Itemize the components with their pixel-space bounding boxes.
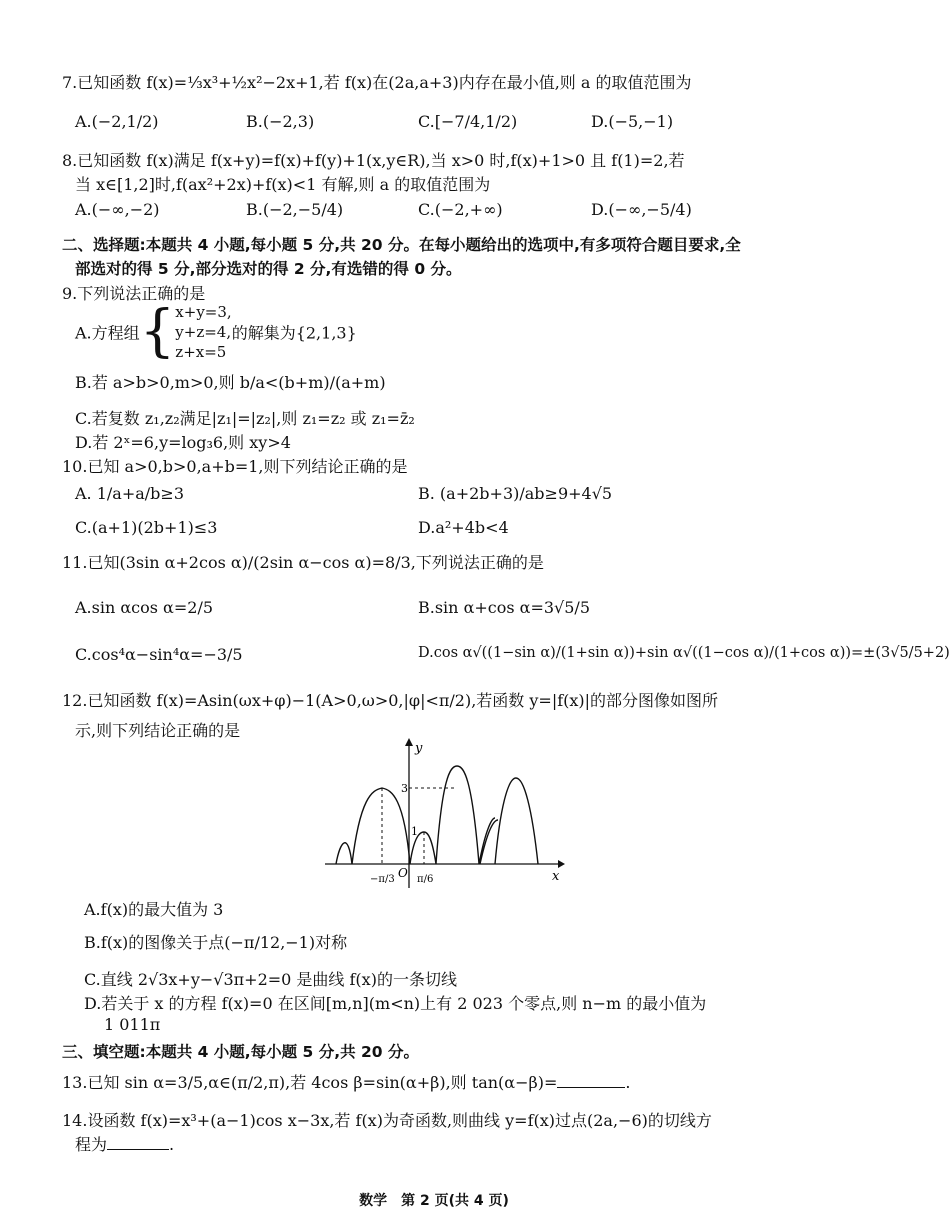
x-axis-label: x [552,869,560,884]
q12-option-b: B.f(x)的图像关于点(−π/12,−1)对称 [84,933,348,952]
origin-label: O [398,866,408,880]
q14-stem-line2 [75,1132,174,1155]
q8-option-a: A.(−∞,−2) [75,200,160,219]
equation-1: x+y=3, [175,303,232,321]
q8-option-b: B.(−2,−5/4) [246,200,344,219]
q7-option-c: C.[−7/4,1/2) [418,112,518,131]
q12-stem-line2: 示,则下列结论正确的是 [75,721,241,740]
equation-2: y+z=4, [175,323,232,341]
q14-answer-blank[interactable] [107,1135,169,1150]
q9-option-b: B.若 a>b>0,m>0,则 b/a<(b+m)/(a+m) [75,373,386,392]
section-3-heading: 三、填空题:本题共 4 小题,每小题 5 分,共 20 分。 [62,1043,419,1061]
q10-stem: 10.已知 a>0,b>0,a+b=1,则下列结论正确的是 [62,457,408,476]
equation-system [175,302,231,362]
q8-option-d: D.(−∞,−5/4) [591,200,692,219]
q14-period: . [169,1135,175,1154]
q7-stem: 7.已知函数 f(x)=⅓x³+½x²−2x+1,若 f(x)在(2a,a+3)内存在最小值,则 a 的取值范围为 [62,73,692,92]
q12-option-c: C.直线 2√3x+y−√3π+2=0 是曲线 f(x)的一条切线 [84,970,457,989]
q13-answer-blank[interactable] [557,1073,625,1088]
q8-stem-line1: 8.已知函数 f(x)满足 f(x+y)=f(x)+f(y)+1(x,y∈R),当 x>0 时,f(x)+1>0 且 f(1)=2,若 [62,151,685,170]
q10-option-a: A. 1/a+a/b≥3 [75,484,184,503]
page-footer: 数学 第 2 页(共 4 页) [359,1193,509,1209]
q11-option-c: C.cos⁴α−sin⁴α=−3/5 [75,645,243,664]
y-tick-1: 1 [411,825,418,838]
q12-option-d-line2: 1 011π [104,1015,161,1034]
q7-option-b: B.(−2,3) [246,112,315,131]
q14-text: 程为 [75,1135,108,1154]
equation-3: z+x=5 [175,343,227,361]
q8-stem-line2: 当 x∈[1,2]时,f(ax²+2x)+f(x)<1 有解,则 a 的取值范围为 [75,175,491,194]
x-tick-neg-pi3: −π/3 [370,874,395,885]
y-axis-arrow [405,738,413,746]
q13-stem [62,1070,631,1093]
q10-option-d: D.a²+4b<4 [418,518,509,537]
q7-option-a: A.(−2,1/2) [75,112,159,131]
q11-option-a: A.sin αcos α=2/5 [75,598,214,617]
section-2-heading-line2: 部选对的得 5 分,部分选对的得 2 分,有选错的得 0 分。 [75,260,462,278]
q12-graph [320,738,565,890]
graph-curve [336,766,538,864]
q10-option-c: C.(a+1)(2b+1)≤3 [75,518,218,537]
q9-option-c: C.若复数 z₁,z₂满足|z₁|=|z₂|,则 z₁=z₂ 或 z₁=z̄₂ [75,409,415,428]
q7-option-d: D.(−5,−1) [591,112,674,131]
left-brace: { [139,299,176,364]
q9-a-prefix: A.方程组 [75,323,140,343]
q11-stem: 11.已知(3sin α+2cos α)/(2sin α−cos α)=8/3,下列说法正确的是 [62,553,544,572]
y-tick-3: 3 [401,782,408,795]
x-tick-pi6: π/6 [417,874,434,885]
q8-option-c: C.(−2,+∞) [418,200,503,219]
q11-option-d: D.cos α√((1−sin α)/(1+sin α))+sin α√((1−cos α)/(1+cos α))=±(3√5/5+2) [418,645,950,661]
q13-text: 13.已知 sin α=3/5,α∈(π/2,π),若 4cos β=sin(α+β),则 tan(α−β)= [62,1073,558,1092]
x-axis-arrow [558,860,565,868]
section-2-heading-line1: 二、选择题:本题共 4 小题,每小题 5 分,共 20 分。在每小题给出的选项中,有多项符合题目要求,全 [62,236,741,254]
q10-option-b: B. (a+2b+3)/ab≥9+4√5 [418,484,613,503]
q12-option-d-line1: D.若关于 x 的方程 f(x)=0 在区间[m,n](m<n)上有 2 023 个零点,则 n−m 的最小值为 [84,994,707,1013]
q14-stem-line1: 14.设函数 f(x)=x³+(a−1)cos x−3x,若 f(x)为奇函数,则曲线 y=f(x)过点(2a,−6)的切线方 [62,1111,712,1130]
q9-stem: 9.下列说法正确的是 [62,284,206,303]
q11-option-b: B.sin α+cos α=3√5/5 [418,598,590,617]
q12-stem-line1: 12.已知函数 f(x)=Asin(ωx+φ)−1(A>0,ω>0,|φ|<π/2),若函数 y=|f(x)|的部分图像如图所 [62,691,719,710]
y-axis-label: y [415,741,423,756]
q12-option-a: A.f(x)的最大值为 3 [84,900,224,919]
q9-a-suffix: 的解集为{2,1,3} [231,323,357,343]
q13-period: . [625,1073,631,1092]
q9-option-d: D.若 2ˣ=6,y=log₃6,则 xy>4 [75,433,291,452]
q9-option-a [75,299,357,364]
